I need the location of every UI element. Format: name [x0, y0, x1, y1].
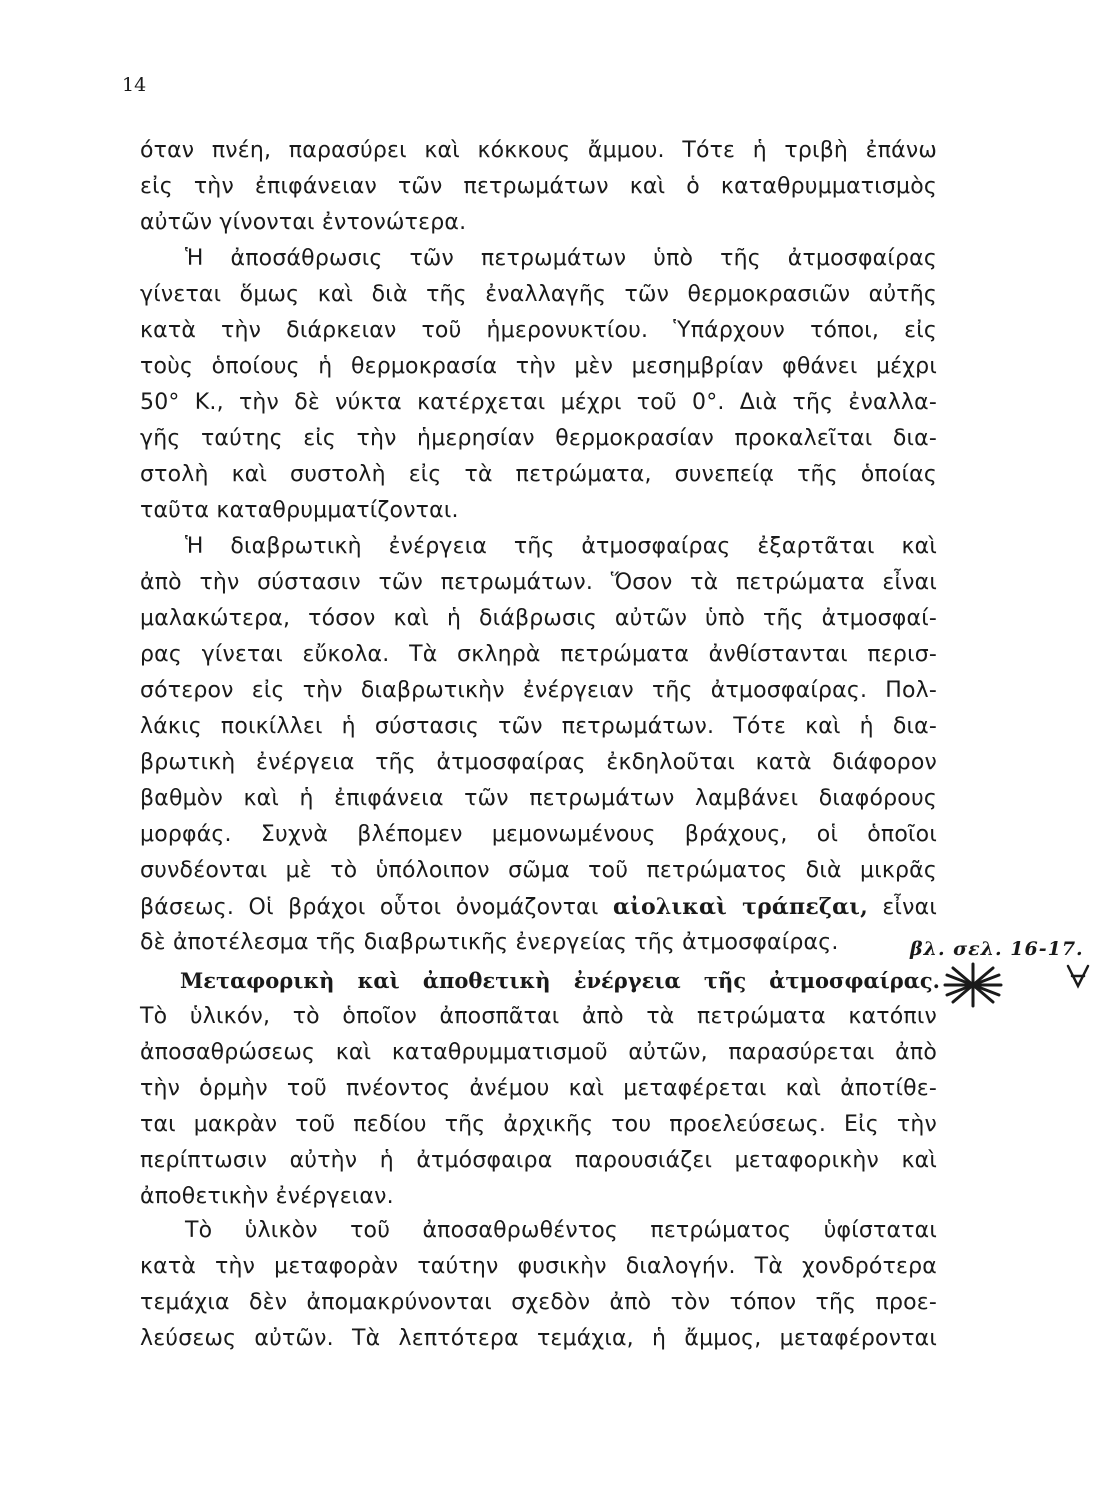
- text-line: κατὰ τὴν διάρκειαν τοῦ ἡμερονυκτίου. Ὑπάρχουν τόποι, εἰς: [140, 318, 937, 343]
- text-line: ἀποσαθρώσεως καὶ καταθρυμματισμοῦ αὐτῶν, παρασύρεται ἀπὸ: [140, 1040, 937, 1065]
- text-line: Ἡ ἀποσάθρωσις τῶν πετρωμάτων ὑπὸ τῆς ἀτμοσφαίρας: [185, 246, 937, 271]
- text-line: στολὴ καὶ συστολὴ εἰς τὰ πετρώματα, συνεπείᾳ τῆς ὁποίας: [140, 462, 937, 487]
- text-line: συνδέονται μὲ τὸ ὑπόλοιπον σῶμα τοῦ πετρώματος διὰ μικρᾶς: [140, 858, 937, 883]
- text-line: βρωτικὴ ἐνέργεια τῆς ἀτμοσφαίρας ἐκδηλοῦται κατὰ διάφορον: [140, 750, 937, 775]
- text-line: Τὸ ὑλικόν, τὸ ὁποῖον ἀποσπᾶται ἀπὸ τὰ πετρώματα κατόπιν: [140, 1004, 937, 1029]
- text-line: εἰς τὴν ἐπιφάνειαν τῶν πετρωμάτων καὶ ὁ καταθρυμματισμὸς: [140, 174, 937, 199]
- text-line: δὲ ἀποτέλεσμα τῆς διαβρωτικῆς ἐνεργείας τῆς ἀτμοσφαίρας.: [140, 930, 839, 955]
- text-line: μορφάς. Συχνὰ βλέπομεν μεμονωμένους βράχους, οἱ ὁποῖοι: [140, 822, 937, 847]
- text-line: τὴν ὁρμὴν τοῦ πνέοντος ἀνέμου καὶ μεταφέρεται καὶ ἀποτίθε-: [140, 1076, 937, 1101]
- handwritten-note: βλ. σελ. 16-17.: [910, 938, 1084, 960]
- text-line: λεύσεως αὐτῶν. Τὰ λεπτότερα τεμάχια, ἡ ἄμμος, μεταφέρονται: [140, 1326, 937, 1351]
- text-line-with-emphasis: [140, 889, 937, 925]
- text-line: γίνεται ὅμως καὶ διὰ τῆς ἐναλλαγῆς τῶν θερμοκρασιῶν αὐτῆς: [140, 282, 937, 307]
- text-line: ρας γίνεται εὔκολα. Τὰ σκληρὰ πετρώματα ἀνθίστανται περισ-: [140, 642, 937, 667]
- text-line: περίπτωσιν αὐτὴν ἡ ἀτμόσφαιρα παρουσιάζει μεταφορικὴν καὶ: [140, 1148, 937, 1173]
- text-segment: εἶναι: [882, 895, 937, 920]
- text-line: ταῦτα καταθρυμματίζονται.: [140, 498, 459, 523]
- text-segment: βάσεως. Οἱ βράχοι οὗτοι ὀνομάζονται: [140, 895, 599, 920]
- term-aeolian-tables: αἰολικαὶ τράπεζαι,: [612, 894, 868, 920]
- text-line: Ἡ διαβρωτικὴ ἐνέργεια τῆς ἀτμοσφαίρας ἐξαρτᾶται καὶ: [185, 534, 937, 559]
- text-line: τεμάχια δὲν ἀπομακρύνονται σχεδὸν ἀπὸ τὸν τόπον τῆς προε-: [140, 1290, 937, 1315]
- handwritten-arrow-icon: [1064, 962, 1092, 992]
- text-line: γῆς ταύτης εἰς τὴν ἡμερησίαν θερμοκρασίαν προκαλεῖται δια-: [140, 426, 937, 451]
- text-line: ται μακρὰν τοῦ πεδίου τῆς ἀρχικῆς του προελεύσεως. Εἰς τὴν: [140, 1112, 937, 1137]
- text-line: ἀπὸ τὴν σύστασιν τῶν πετρωμάτων. Ὅσον τὰ πετρώματα εἶναι: [140, 570, 937, 595]
- text-line: μαλακώτερα, τόσον καὶ ἡ διάβρωσις αὐτῶν ὑπὸ τῆς ἀτμοσφαί-: [140, 606, 937, 631]
- handwritten-asterisk-icon: [937, 960, 1009, 1010]
- page-number: 14: [122, 74, 147, 96]
- text-line: όταν πνέη, παρασύρει καὶ κόκκους ἄμμου. Τότε ἡ τριβὴ ἐπάνω: [140, 138, 937, 163]
- text-line: λάκις ποικίλλει ἡ σύστασις τῶν πετρωμάτων. Τότε καὶ ἡ δια-: [140, 714, 937, 739]
- text-line: αὐτῶν γίνονται ἐντονώτερα.: [140, 210, 467, 235]
- text-line: κατὰ τὴν μεταφορὰν ταύτην φυσικὴν διαλογήν. Τὰ χονδρότερα: [140, 1254, 937, 1279]
- section-heading: Μεταφορικὴ καὶ ἀποθετικὴ ἐνέργεια τῆς ἀτμοσφαίρας.: [180, 968, 940, 993]
- text-line: ἀποθετικὴν ἐνέργειαν.: [140, 1184, 394, 1209]
- text-line: τοὺς ὁποίους ἡ θερμοκρασία τὴν μὲν μεσημβρίαν φθάνει μέχρι: [140, 354, 937, 379]
- text-line: Τὸ ὑλικὸν τοῦ ἀποσαθρωθέντος πετρώματος ὑφίσταται: [185, 1218, 937, 1243]
- text-line: σότερον εἰς τὴν διαβρωτικὴν ἐνέργειαν τῆς ἀτμοσφαίρας. Πολ-: [140, 678, 937, 703]
- text-line: 50° Κ., τὴν δὲ νύκτα κατέρχεται μέχρι τοῦ 0°. Διὰ τῆς ἐναλλα-: [140, 390, 937, 415]
- text-line: βαθμὸν καὶ ἡ ἐπιφάνεια τῶν πετρωμάτων λαμβάνει διαφόρους: [140, 786, 937, 811]
